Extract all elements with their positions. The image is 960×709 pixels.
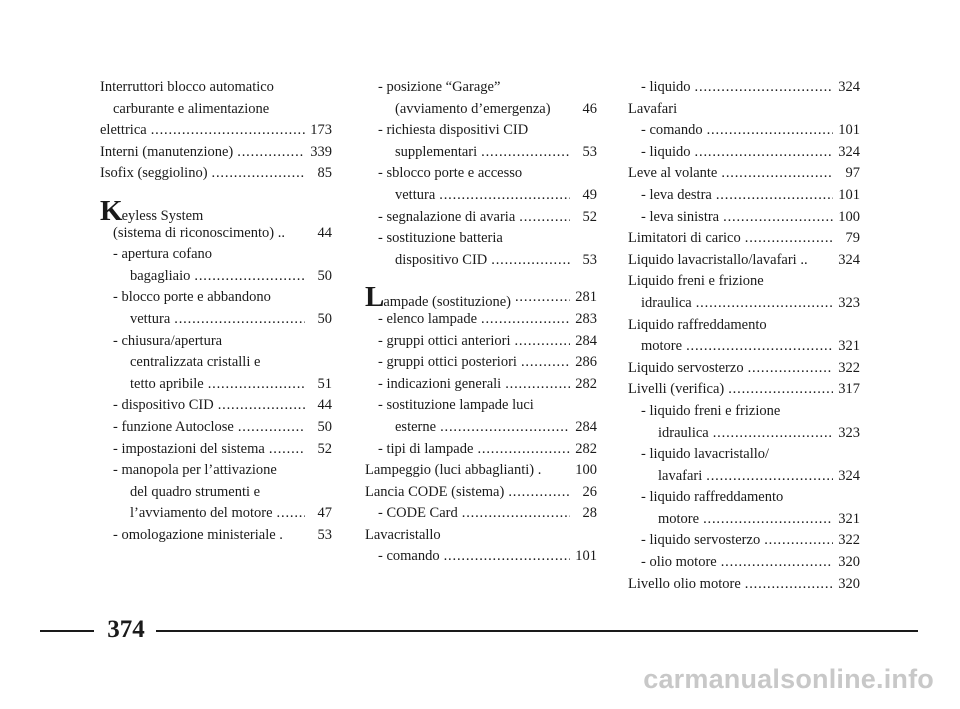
index-entry — [100, 77, 332, 99]
dot-leader — [713, 423, 833, 445]
index-page-number: 284 — [575, 418, 597, 435]
index-entry-text: Interruttori blocco automatico — [100, 79, 274, 95]
index-entry — [365, 309, 597, 331]
index-entry — [628, 423, 860, 445]
index-entry — [628, 142, 860, 164]
index-entry — [100, 266, 332, 288]
index-entry-text: - impostazioni del sistema — [113, 440, 265, 457]
index-entry — [365, 460, 597, 482]
dot-leader — [686, 336, 833, 358]
index-entry — [628, 444, 860, 466]
index-entry — [365, 120, 597, 142]
index-entry-text: supplementari — [395, 143, 478, 160]
index-page-number: 101 — [838, 122, 860, 139]
dot-leader — [745, 574, 833, 596]
index-entry-text: motore — [641, 338, 683, 355]
index-page-number: 79 — [845, 230, 860, 247]
index-page-number: 324 — [838, 251, 860, 268]
index-entry — [628, 185, 860, 207]
index-entry-text: (sistema di riconoscimento) .. — [113, 224, 285, 241]
index-page-number: 284 — [575, 332, 597, 349]
index-entry-text: - tipi di lampade — [378, 440, 474, 457]
index-entry-text: - manopola per l’attivazione — [113, 462, 277, 479]
index-column-3 — [628, 77, 860, 595]
index-entry-text: Lampeggio (luci abbaglianti) . — [365, 462, 542, 479]
index-entry — [628, 530, 860, 552]
index-entry-text: - funzione Autoclose — [113, 418, 234, 435]
index-entry — [365, 546, 597, 568]
index-entry — [365, 439, 597, 461]
index-entry — [365, 207, 597, 229]
index-entry-text: - olio motore — [641, 554, 717, 571]
dot-leader — [238, 417, 305, 439]
index-entry-text: - liquido raffreddamento — [641, 489, 784, 506]
index-entry-text: - liquido lavacristallo/ — [641, 446, 770, 463]
index-entry-text-rest: ampade (sostituzione) — [383, 294, 511, 311]
index-entry-text: elettrica — [100, 122, 147, 139]
index-entry-text-rest: eyless System — [121, 207, 204, 224]
index-entry-text: Liquido lavacristallo/lavafari .. — [628, 251, 808, 268]
index-entry — [365, 99, 597, 121]
index-entry-text: - dispositivo CID — [113, 397, 214, 414]
index-entry-text: - liquido servosterzo — [641, 532, 761, 549]
index-page-number: 52 — [317, 440, 332, 457]
index-page-number: 320 — [838, 554, 860, 571]
index-entry-text: - liquido freni e frizione — [641, 402, 781, 419]
index-entry-text: idraulica — [658, 424, 709, 441]
index-page-number: 283 — [575, 310, 597, 327]
index-page-number: 44 — [317, 397, 332, 414]
index-entry — [365, 228, 597, 250]
index-entry — [365, 482, 597, 504]
index-entry — [365, 331, 597, 353]
dot-leader — [218, 395, 305, 417]
index-page-number: 173 — [310, 122, 332, 139]
dot-leader — [151, 120, 305, 142]
dot-leader — [481, 142, 570, 164]
index-entry — [100, 374, 332, 396]
footer-rule-left — [40, 630, 94, 632]
index-entry-text: - sostituzione batteria — [378, 230, 503, 247]
dot-leader — [695, 77, 833, 99]
index-entry — [365, 77, 597, 99]
index-entry — [100, 331, 332, 353]
index-page-number: 323 — [838, 424, 860, 441]
index-entry-text: l’avviamento del motore — [130, 505, 273, 522]
dot-leader — [477, 439, 570, 461]
index-entry — [365, 352, 597, 374]
index-entry-text — [100, 194, 204, 227]
index-entry — [100, 439, 332, 461]
dot-leader — [505, 374, 570, 396]
index-page-number: 100 — [575, 462, 597, 479]
index-entry — [100, 460, 332, 482]
dot-leader — [695, 142, 833, 164]
index-page-number: 321 — [838, 338, 860, 355]
index-page-number: 321 — [838, 510, 860, 527]
dot-leader — [194, 266, 305, 288]
index-page-number: 324 — [838, 79, 860, 95]
index-entry — [628, 574, 860, 596]
index-entry — [628, 358, 860, 380]
index-entry — [628, 99, 860, 121]
index-entry-text: Livello olio motore — [628, 575, 741, 592]
index-letter-initial: L — [365, 281, 384, 314]
index-entry-text: Isofix (seggiolino) — [100, 165, 208, 182]
index-entry — [100, 244, 332, 266]
index-page-number: 50 — [317, 418, 332, 435]
dot-leader — [208, 374, 305, 396]
index-entry — [628, 336, 860, 358]
index-entry-text: vettura — [395, 186, 436, 203]
index-entry-text: - segnalazione di avaria — [378, 208, 516, 225]
index-entry — [365, 374, 597, 396]
dot-leader — [728, 379, 833, 401]
index-page-number: 50 — [317, 310, 332, 327]
index-page-number: 281 — [575, 289, 597, 306]
index-page-number: 47 — [317, 505, 332, 522]
page-number: 374 — [107, 616, 145, 643]
index-entry — [100, 99, 332, 121]
dot-leader — [269, 439, 305, 461]
dot-leader — [521, 352, 570, 374]
index-entry — [100, 352, 332, 374]
dot-leader — [440, 417, 570, 439]
index-entry — [628, 120, 860, 142]
index-entry — [628, 552, 860, 574]
index-page-number: 324 — [838, 467, 860, 484]
index-entry — [628, 509, 860, 531]
index-entry-text: Interni (manutenzione) — [100, 143, 234, 160]
index-entry-text: - sblocco porte e accesso — [378, 165, 523, 182]
index-entry-text: Lavacristallo — [365, 526, 441, 543]
index-column-2 — [365, 77, 597, 568]
index-page-number: 53 — [582, 251, 597, 268]
index-page-number: 100 — [838, 208, 860, 225]
index-entry-text — [365, 281, 511, 314]
dot-leader — [696, 293, 833, 315]
dot-leader — [462, 503, 570, 525]
index-entry-text: Livelli (verifica) — [628, 381, 725, 398]
index-entry-text: - indicazioni generali — [378, 375, 502, 392]
index-entry-text: - leva destra — [641, 186, 712, 203]
index-entry-text: del quadro strumenti e — [130, 483, 261, 500]
index-entry — [628, 77, 860, 99]
index-entry-text: - richiesta dispositivi CID — [378, 122, 529, 139]
index-entry — [100, 503, 332, 525]
index-entry — [628, 228, 860, 250]
index-entry — [100, 482, 332, 504]
dot-leader — [764, 530, 833, 552]
index-page-number: 282 — [575, 440, 597, 457]
dot-leader — [721, 552, 833, 574]
index-page-number: 44 — [317, 224, 332, 241]
index-entry — [100, 163, 332, 185]
index-entry-text: Lancia CODE (sistema) — [365, 483, 505, 500]
index-entry — [100, 120, 332, 142]
index-entry-text: - posizione “Garage” — [378, 79, 501, 95]
index-entry — [365, 395, 597, 417]
index-page-number: 28 — [582, 505, 597, 522]
index-page-number: 324 — [838, 143, 860, 160]
index-entry-text: idraulica — [641, 294, 692, 311]
dot-leader — [706, 466, 833, 488]
index-entry — [628, 250, 860, 272]
dot-leader — [748, 358, 833, 380]
index-entry — [365, 142, 597, 164]
index-page-number: 282 — [575, 375, 597, 392]
index-page-number: 52 — [582, 208, 597, 225]
index-entry — [100, 194, 332, 227]
index-entry — [628, 207, 860, 229]
dot-leader — [277, 503, 305, 525]
index-entry — [100, 309, 332, 331]
index-entry — [100, 395, 332, 417]
index-entry-text: Liquido raffreddamento — [628, 316, 767, 333]
index-entry-text: - apertura cofano — [113, 246, 213, 263]
index-entry-text: esterne — [395, 418, 437, 435]
index-entry-text: dispositivo CID — [395, 251, 488, 268]
index-entry-text: - liquido — [641, 79, 691, 95]
index-entry-text: Limitatori di carico — [628, 230, 741, 247]
index-page-number: 101 — [838, 186, 860, 203]
index-entry — [100, 525, 332, 547]
dot-leader — [716, 185, 833, 207]
index-entry — [100, 417, 332, 439]
index-page-number: 51 — [317, 375, 332, 392]
index-entry — [365, 525, 597, 547]
index-entry-text: - comando — [641, 122, 703, 139]
index-entry — [100, 142, 332, 164]
index-entry — [365, 185, 597, 207]
index-entry-text: lavafari — [658, 467, 703, 484]
index-entry — [628, 271, 860, 293]
index-entry-text: bagagliaio — [130, 267, 191, 284]
dot-leader — [237, 142, 305, 164]
dot-leader — [174, 309, 305, 331]
index-page-number: 101 — [575, 548, 597, 565]
index-page-number: 322 — [838, 359, 860, 376]
index-entry — [365, 281, 597, 314]
index-entry — [628, 293, 860, 315]
index-entry — [365, 250, 597, 272]
index-entry-text: - sostituzione lampade luci — [378, 397, 534, 414]
index-entry — [628, 466, 860, 488]
index-entry-text: Lavafari — [628, 100, 678, 117]
index-entry-text: Liquido freni e frizione — [628, 273, 764, 290]
index-entry-text: vettura — [130, 310, 171, 327]
index-entry-text: - gruppi ottici posteriori — [378, 354, 517, 371]
index-letter-initial: K — [100, 194, 122, 227]
index-page-number: 46 — [582, 100, 597, 117]
index-entry — [628, 163, 860, 185]
dot-leader — [491, 250, 570, 272]
index-page-number: 339 — [310, 143, 332, 160]
index-entry-text: - liquido — [641, 143, 691, 160]
index-entry — [628, 487, 860, 509]
index-page-number: 53 — [317, 526, 332, 543]
watermark: carmanualsonline.info — [643, 664, 934, 694]
index-entry — [100, 287, 332, 309]
index-entry-text: - omologazione ministeriale . — [113, 526, 283, 543]
index-entry — [628, 315, 860, 337]
index-page-number: 317 — [838, 381, 860, 398]
index-entry-text: Liquido servosterzo — [628, 359, 744, 376]
index-page-number: 322 — [838, 532, 860, 549]
dot-leader — [515, 287, 570, 309]
index-page-number: 85 — [317, 165, 332, 182]
index-page-number: 286 — [575, 354, 597, 371]
dot-leader — [745, 228, 833, 250]
dot-leader — [519, 207, 570, 229]
index-entry-text: - chiusura/apertura — [113, 332, 223, 349]
index-page-number: 97 — [845, 165, 860, 182]
index-entry-text: (avviamento d’emergenza) — [395, 100, 551, 117]
index-entry — [365, 503, 597, 525]
index-page-number: 53 — [582, 143, 597, 160]
dot-leader — [212, 163, 305, 185]
index-page-number: 320 — [838, 575, 860, 592]
index-entry — [628, 401, 860, 423]
index-entry-text: - blocco porte e abbandono — [113, 289, 271, 306]
dot-leader — [439, 185, 570, 207]
dot-leader — [514, 331, 570, 353]
dot-leader — [481, 309, 570, 331]
index-entry — [100, 223, 332, 245]
index-page-number: 26 — [582, 483, 597, 500]
index-entry-text: motore — [658, 510, 700, 527]
index-entry-text: - gruppi ottici anteriori — [378, 332, 511, 349]
dot-leader — [707, 120, 833, 142]
footer-rule-right — [156, 630, 918, 632]
index-entry — [628, 379, 860, 401]
dot-leader — [703, 509, 833, 531]
index-entry-text: - CODE Card — [378, 505, 458, 522]
index-entry-text: centralizzata cristalli e — [130, 354, 261, 371]
index-page-number: 49 — [582, 186, 597, 203]
dot-leader — [444, 546, 570, 568]
index-entry-text: - comando — [378, 548, 440, 565]
index-entry-text: tetto apribile — [130, 375, 204, 392]
index-entry — [365, 163, 597, 185]
dot-leader — [508, 482, 570, 504]
index-entry — [365, 417, 597, 439]
dot-leader — [721, 163, 833, 185]
index-page-number: 50 — [317, 267, 332, 284]
dot-leader — [723, 207, 833, 229]
index-column-1 — [100, 77, 332, 546]
index-entry-text: Leve al volante — [628, 165, 718, 182]
index-entry-text: - leva sinistra — [641, 208, 720, 225]
index-entry-text: carburante e alimentazione — [113, 100, 270, 117]
index-entry-text: - elenco lampade — [378, 310, 478, 327]
index-page-number: 323 — [838, 294, 860, 311]
